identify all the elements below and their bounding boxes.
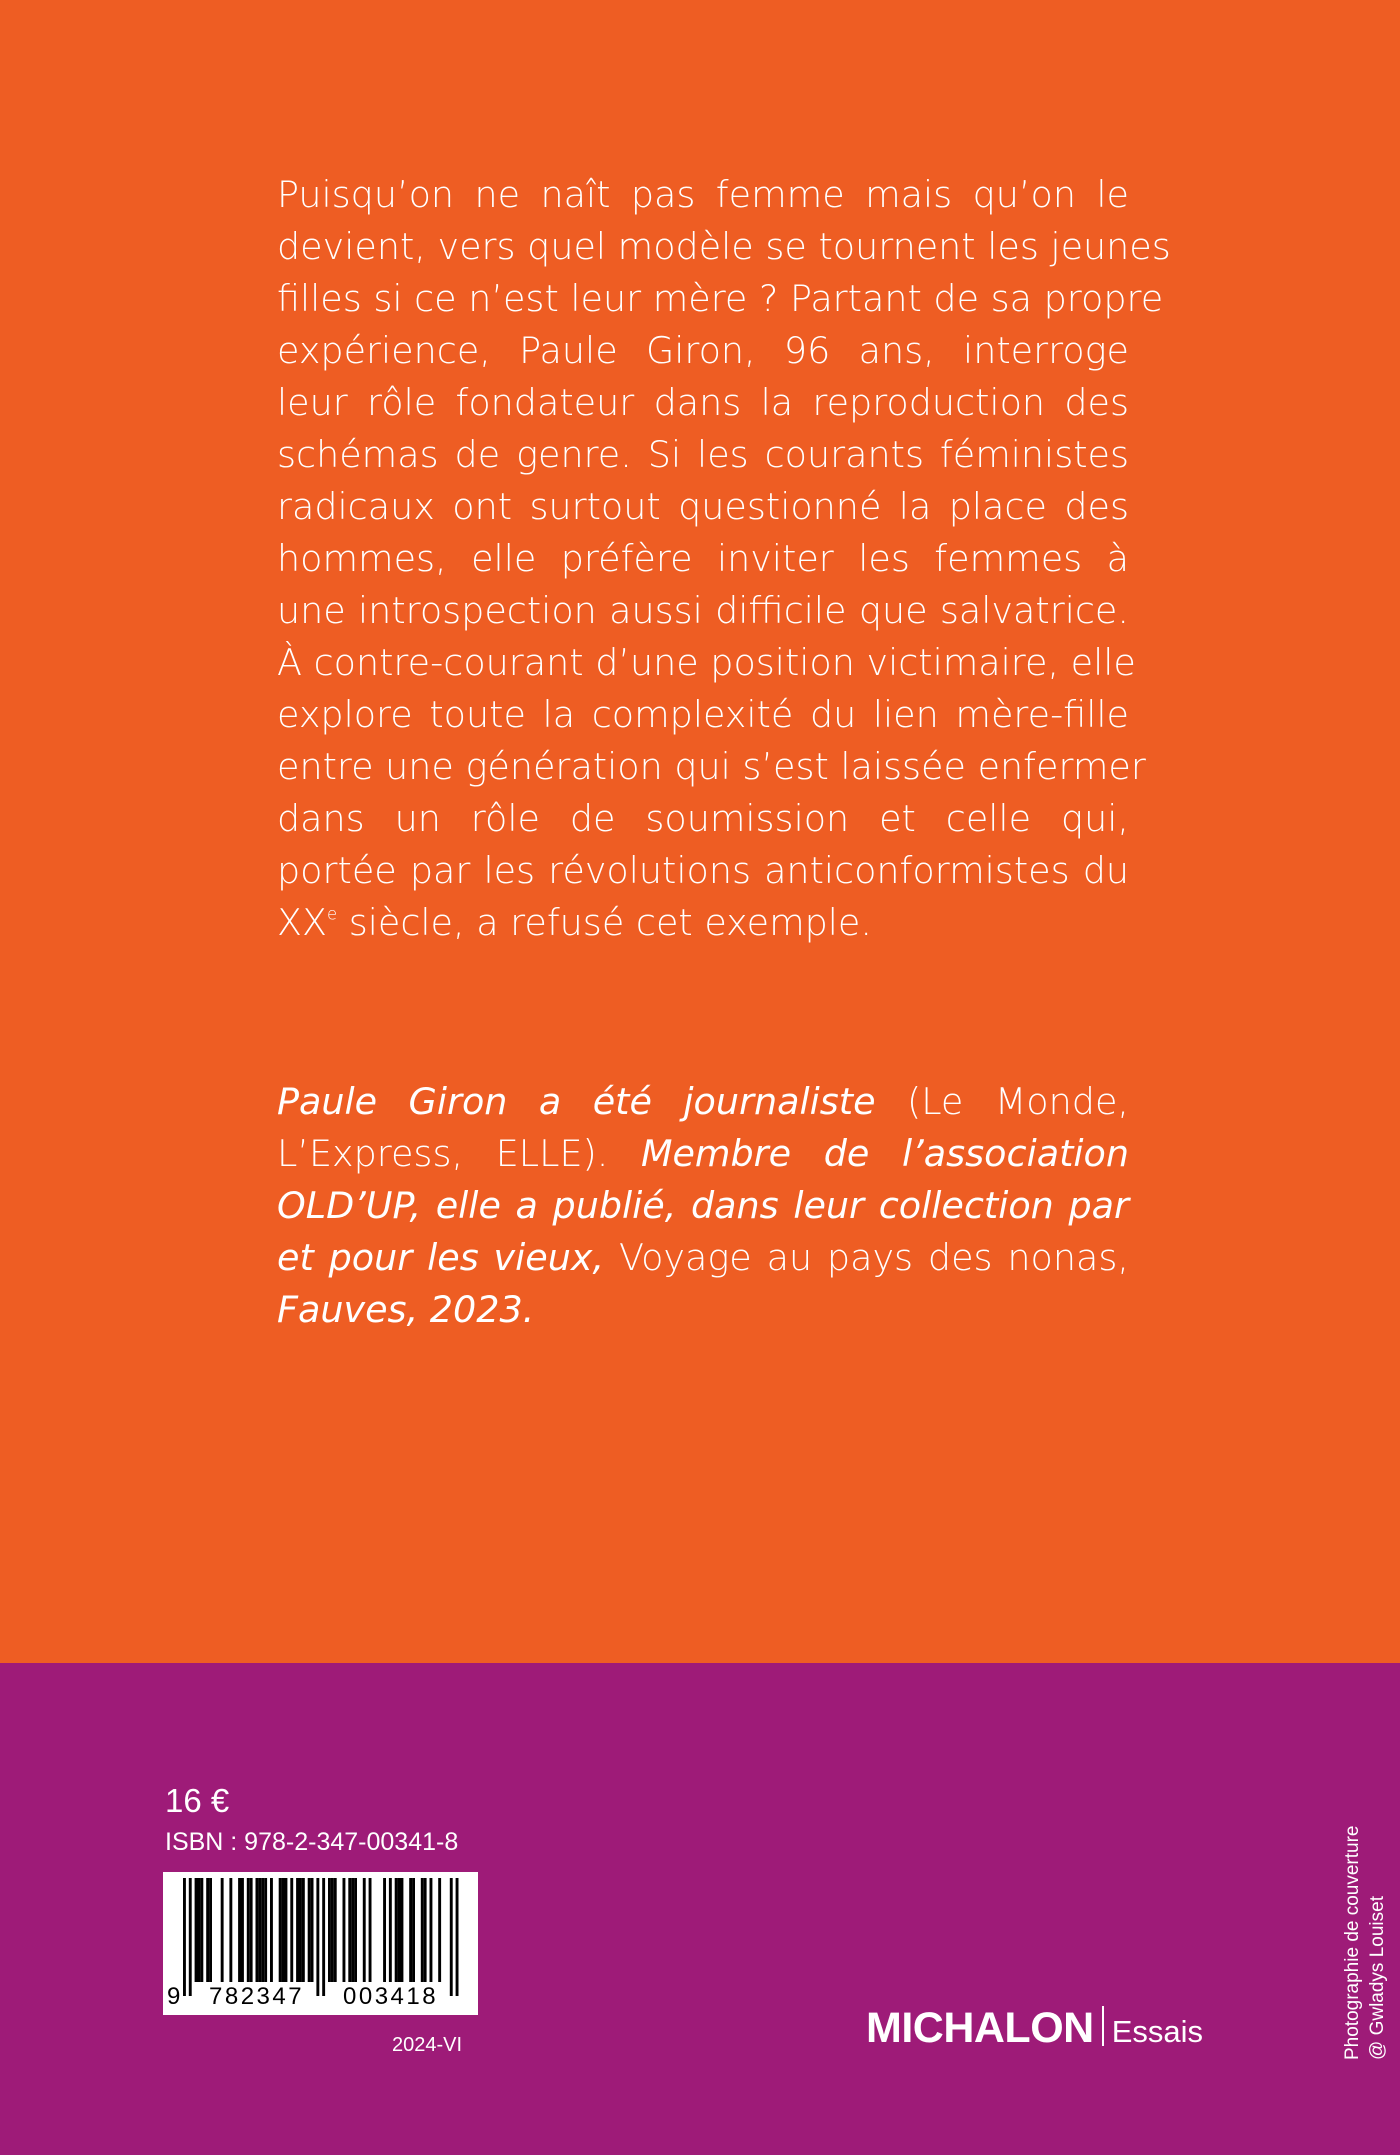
bio-line: [277, 1076, 1129, 1128]
bio-italic: Membre de l’association: [640, 1132, 1129, 1175]
bio-italic: OLD’UP, elle a publié, dans leur collection par: [277, 1184, 1129, 1227]
barcode-bar: [348, 1878, 351, 1982]
summary-last-text: siècle, a refusé cet exemple.: [337, 901, 872, 944]
barcode-bar: [328, 1878, 331, 1982]
barcode-bar: [438, 1878, 441, 1982]
barcode-bar: [261, 1878, 264, 1982]
barcode-bar: [229, 1878, 232, 1982]
barcode-bar: [270, 1878, 273, 1982]
barcode-bar: [322, 1878, 325, 1996]
bio-roman: (Le Monde,: [875, 1080, 1130, 1123]
bio-italic: Paule Giron a été journaliste: [277, 1080, 876, 1123]
barcode-bar: [299, 1878, 302, 1982]
bio-line: [277, 1180, 1129, 1232]
barcode-bar: [456, 1878, 459, 1996]
barcode-bar: [258, 1878, 261, 1982]
publisher-divider: [1102, 2006, 1104, 2046]
publisher-logo: [866, 2004, 1203, 2053]
barcode-bar: [264, 1878, 267, 1982]
author-bio: [277, 1076, 1129, 1336]
barcode: [163, 1872, 478, 2015]
barcode-left-digits: 782347: [209, 1983, 305, 2010]
century-superscript: e: [327, 904, 338, 924]
bio-line: [277, 1232, 1129, 1284]
summary-line: filles si ce n’est leur mère ? Partant de sa propre: [277, 277, 1164, 320]
barcode-bar: [183, 1878, 186, 1996]
bio-italic: Fauves, 2023.: [277, 1288, 535, 1331]
barcode-bar: [279, 1878, 282, 1982]
summary-line: leur rôle fondateur dans la reproduction des: [277, 381, 1129, 424]
barcode-bar: [398, 1878, 401, 1982]
barcode-bar: [241, 1878, 244, 1982]
barcode-bar: [200, 1878, 203, 1982]
barcode-bar: [221, 1878, 224, 1982]
barcode-bar: [296, 1878, 299, 1982]
barcode-bar: [395, 1878, 398, 1982]
barcode-bar: [209, 1878, 212, 1982]
barcode-bar: [238, 1878, 241, 1982]
summary-last-line: [277, 897, 1129, 949]
barcode-bar: [282, 1878, 285, 1982]
barcode-bar: [198, 1878, 201, 1982]
barcode-bar: [363, 1878, 366, 1982]
summary-line: À contre-courant d’une position victimaire, elle: [277, 641, 1136, 684]
barcode-bar: [354, 1878, 357, 1982]
barcode-bar: [206, 1878, 209, 1982]
summary-line: devient, vers quel modèle se tournent les jeunes: [277, 225, 1171, 268]
summary-line: hommes, elle préfère inviter les femmes à: [277, 537, 1129, 580]
bio-roman: Voyage au pays des nonas,: [604, 1236, 1129, 1279]
barcode-first-digit: 9: [167, 1983, 183, 2010]
photo-credit-line1: Photographie de couverture: [1342, 1825, 1363, 2060]
summary-line: expérience, Paule Giron, 96 ans, interroge: [277, 329, 1129, 372]
barcode-bar: [189, 1878, 192, 1996]
publisher-collection: Essais: [1111, 2014, 1204, 2049]
summary-line: portée par les révolutions anticonformistes du: [277, 849, 1129, 892]
summary-line: Puisqu’on ne naît pas femme mais qu’on le: [277, 173, 1129, 216]
edition-code: 2024-VI: [392, 2034, 463, 2056]
century-numeral: XX: [277, 901, 328, 944]
summary-line: entre une génération qui s’est laissée enfermer: [277, 745, 1146, 788]
barcode-bar: [450, 1878, 453, 1996]
barcode-bar: [430, 1878, 433, 1982]
barcode-bar: [308, 1878, 311, 1982]
barcode-bar: [250, 1878, 253, 1982]
summary-line: radicaux ont surtout questionné la place des: [277, 485, 1129, 528]
barcode-bar: [247, 1878, 250, 1982]
isbn-label: ISBN : 978-2-347-00341-8: [165, 1828, 459, 1856]
barcode-bar: [421, 1878, 424, 1982]
barcode-bar: [351, 1878, 354, 1982]
summary-line: explore toute la complexité du lien mère-fille: [277, 693, 1129, 736]
photo-credit: [1340, 1826, 1390, 2061]
bio-line: [277, 1128, 1129, 1180]
barcode-bar: [316, 1878, 319, 1996]
photo-credit-line2: @ Gwladys Louiset: [1367, 1896, 1388, 2060]
bio-italic: et pour les vieux,: [277, 1236, 605, 1279]
price-label: 16 €: [165, 1782, 230, 1819]
barcode-bar: [285, 1878, 288, 1982]
barcode-bar: [302, 1878, 305, 1982]
barcode-bar: [290, 1878, 293, 1982]
barcode-bar: [195, 1878, 198, 1982]
barcode-bar: [401, 1878, 404, 1982]
barcode-bar: [409, 1878, 412, 1982]
publisher-name: MICHALON: [866, 2004, 1094, 2052]
bio-roman: L’Express, ELLE).: [277, 1132, 641, 1175]
summary-line: schémas de genre. Si les courants féministes: [277, 433, 1129, 476]
barcode-bar: [256, 1878, 259, 1982]
barcode-bar: [412, 1878, 415, 1982]
barcode-bar: [389, 1878, 392, 1982]
barcode-bar: [369, 1878, 372, 1982]
bio-line: [277, 1284, 1129, 1336]
barcode-bar: [383, 1878, 386, 1982]
summary-text: [277, 169, 1171, 949]
barcode-bar: [334, 1878, 337, 1982]
barcode-bar: [331, 1878, 334, 1982]
barcode-bar: [343, 1878, 346, 1982]
summary-line: une introspection aussi difficile que salvatrice.: [277, 589, 1129, 632]
barcode-right-digits: 003418: [343, 1983, 439, 2010]
summary-line: dans un rôle de soumission et celle qui,: [277, 797, 1129, 840]
barcode-bar: [424, 1878, 427, 1982]
barcode-bar: [311, 1878, 314, 1982]
